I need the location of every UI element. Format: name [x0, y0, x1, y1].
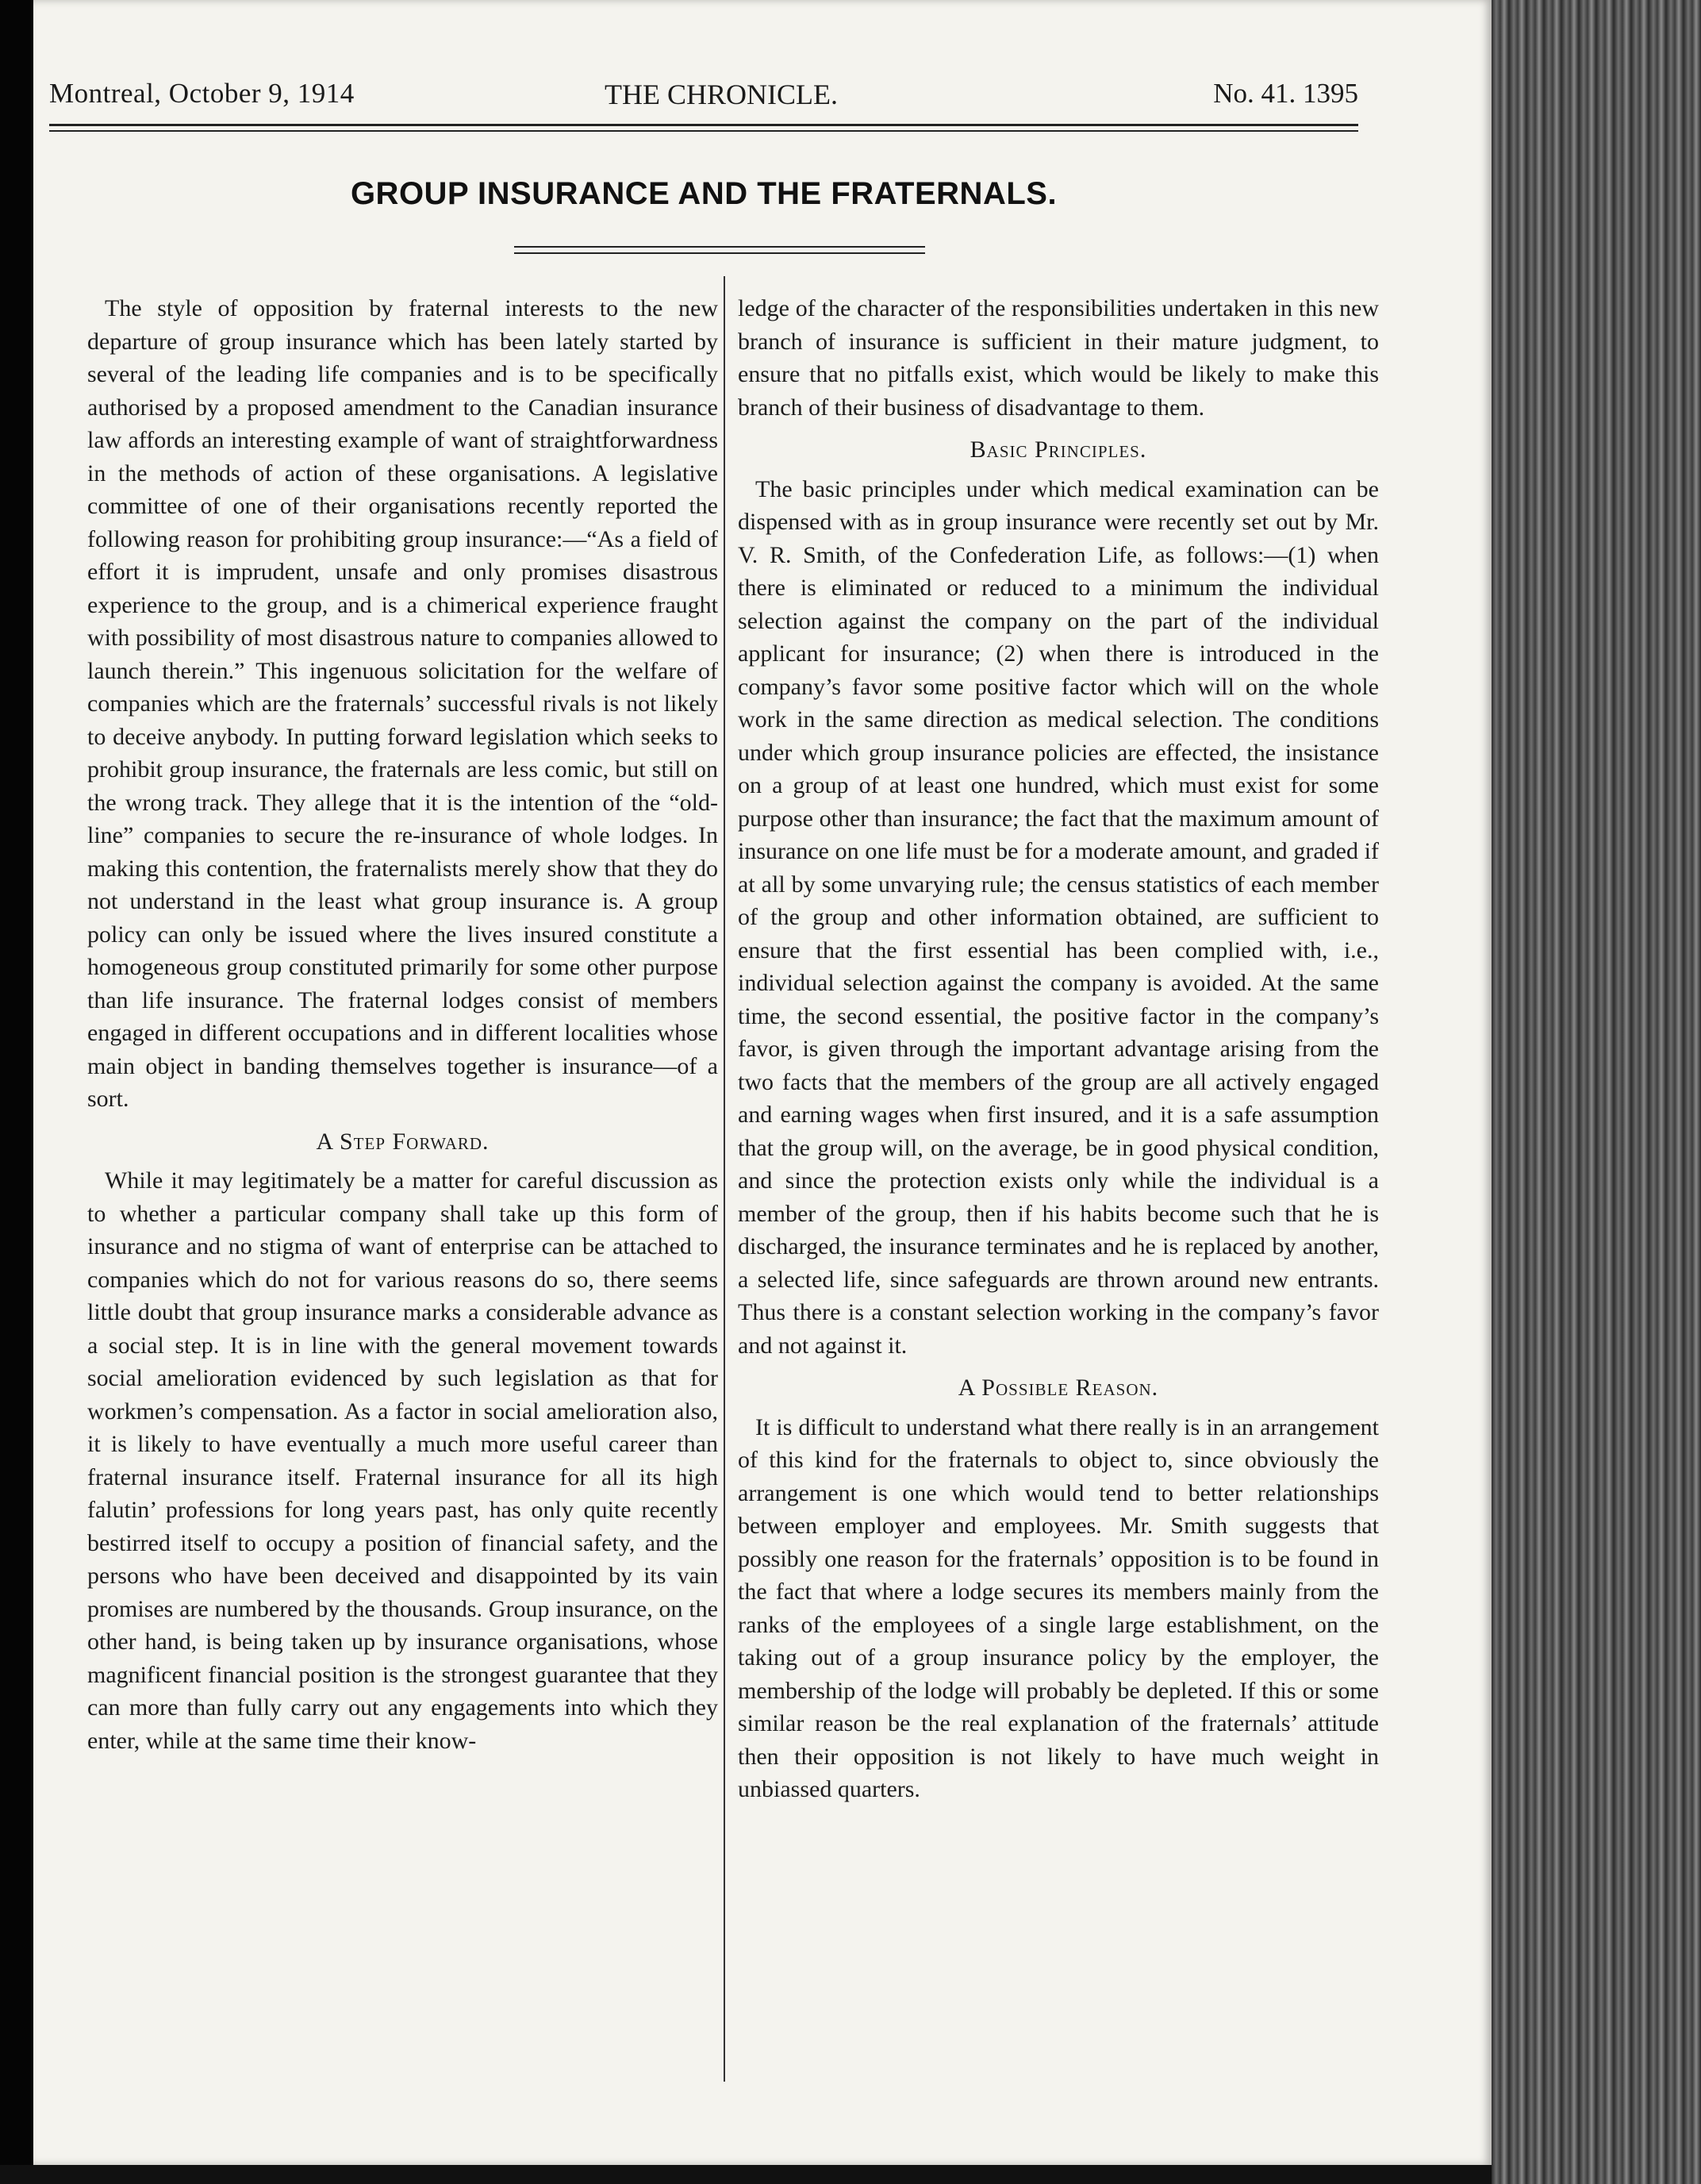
subheading-basic-principles: Basic Principles.	[970, 436, 1147, 463]
header-rule-bottom	[49, 130, 1358, 132]
article-column-left	[87, 292, 718, 1757]
column-divider	[724, 276, 725, 2082]
header-issue-page: No. 41. 1395	[1213, 78, 1358, 109]
subheading-possible-reason: A Possible Reason.	[958, 1375, 1159, 1401]
running-header	[49, 78, 1358, 117]
title-rule-top	[514, 246, 925, 248]
header-dateline: Montreal, October 9, 1914	[49, 78, 355, 109]
title-rule-bottom	[514, 252, 925, 254]
paragraph-possible-reason: It is difficult to understand what there really is in an arrangement of this kind for the fraternals to object to, since obviously the arrangement is one which would tend to better relationships between employer and employees. Mr. Smith suggests that possibly one reason for the fraternals’ opposition is to be found in the fact that where a lodge secures its members mainly from the ranks of the employees of a single large establishment, on the taking out of a group insurance policy by the employer, the membership of the lodge will probably be depleted. If this or some similar reason be the real explanation of the fraternals’ attitude then their opposition is not likely to have much weight in unbiassed quarters.	[738, 1413, 1379, 1802]
paragraph-basic-principles: The basic principles under which medical examination can be dispensed with as in group insurance were recently set out by Mr. V. R. Smith, of the Confederation Life, as follows:—(1) when there is eliminated or reduced to a minimum the individual selection against the company on the part of the individual applicant for insurance; (2) when there is introduced in the company’s favor some positive factor which will on the whole work in the same direction as medical selection. The conditions under which group insurance policies are effected, the insistance on a group of at least one hundred, which must exist for some purpose other than insurance; the fact that the maximum amount of insurance on one life must be for a moderate amount, and graded if at all by some unvarying rule; the census statistics of each member of the group and other information obtained, are sufficient to ensure that the first essential has been complied with, i.e., individual selection against the company is avoided. At the same time, the second essential, the positive factor in the company’s favor, is given through the important advantage arising from the two facts that the members of the group are all actively engaged and earning wages when first insured, and it is a safe assumption that the group will, on the average, be in good physical condition, and since the protection exists only while the individual is a member of the group, then if his habits become such that he is discharged, the insurance terminates and he is replaced by another, a selected life, since safeguards are thrown around new entrants. Thus there is a constant selection working in the company’s favor and not against it.	[738, 475, 1379, 1359]
article-title: GROUP INSURANCE AND THE FRATERNALS.	[350, 176, 1058, 211]
header-rule-top	[49, 124, 1358, 126]
paragraph-continued: ledge of the character of the responsibilities undertaken in this new branch of insurance is sufficient in their mature judgment, to ensure that no pitfalls exist, which would be likely to make this branch of their business of disadvantage to them.	[738, 295, 1379, 421]
book-page-edges	[1492, 0, 1701, 2184]
scan-edge-left	[0, 0, 33, 2184]
article-column-right	[738, 292, 1379, 1806]
header-publication-title: THE CHRONICLE.	[605, 79, 838, 110]
paragraph-opposition: The style of opposition by fraternal interests to the new departure of group insurance which has been lately started by several of the leading life companies and is to be specifically authorised by a proposed amendment to the Canadian insurance law affords an interesting example of want of straightforwardness in the methods of action of these organisations. A legislative committee of one of their organisations recently reported the following reason for prohibiting group insurance:—“As a field of effort it is imprudent, unsafe and only promises disastrous experience to the group, and is a chimerical experience fraught with possibility of most disastrous nature to companies allowed to launch therein.” This ingenuous solicitation for the welfare of companies which are the fraternals’ successful rivals is not likely to deceive anybody. In putting forward legislation which seeks to prohibit group insurance, the fraternals are less comic, but still on the wrong track. They allege that it is the intention of the “old-line” companies to secure the re-insurance of whole lodges. In making this contention, the fraternalists merely show that they do not understand in the least what group insurance is. A group policy can only be issued where the lives insured constitute a homogeneous group constituted primarily for some other purpose than life insurance. The fraternal lodges consist of members engaged in different occupations and in different localities whose main object in banding themselves together is insurance—of a sort.	[87, 295, 718, 1112]
paragraph-step-forward: While it may legitimately be a matter for careful discussion as to whether a particular company shall take up this form of insurance and no stigma of want of enterprise can be attached to companies which do not for various reasons do so, there seems little doubt that group insurance marks a considerable advance as a social step. It is in line with the general movement towards social amelioration evidenced by such legislation as that for workmen’s compensation. As a factor in social amelioration also, it is likely to have eventually a much more useful career than fraternal insurance itself. Fraternal insurance for all its high falutin’ professions for long years past, has only quite recently bestirred itself to occupy a position of financial safety, and the persons who have been deceived and disappointed by its vain promises are numbered by the thousands. Group insurance, on the other hand, is being taken up by insurance organisations, whose magnificent financial position is the strongest guarantee that they can more than fully carry out any engagements into which they enter, while at the same time their know-	[87, 1167, 718, 1754]
subheading-step-forward: A Step Forward.	[316, 1128, 490, 1155]
scan-edge-bottom	[0, 2165, 1492, 2184]
